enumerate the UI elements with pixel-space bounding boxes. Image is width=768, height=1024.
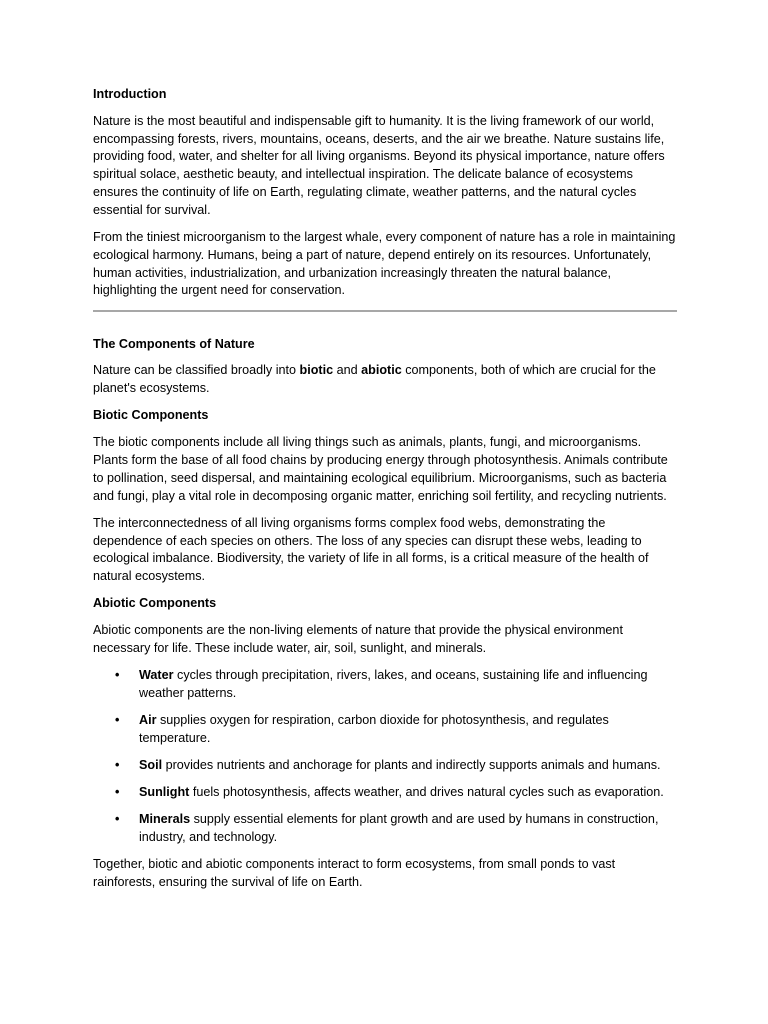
document-page xyxy=(93,86,677,901)
abiotic-paragraph-1: Abiotic components are the non-living elements of nature that provide the physical environment necessary for life. These include water, air, soil, sunlight, and minerals. xyxy=(93,623,623,655)
list-item-text: cycles through precipitation, rivers, lakes, and oceans, sustaining life and influencing weather patterns. xyxy=(139,668,648,700)
bullet-icon: • xyxy=(115,668,120,683)
list-item-soil xyxy=(93,757,677,775)
list-item-term: Soil xyxy=(139,758,163,773)
intro-paragraph-2: From the tiniest microorganism to the largest whale, every component of nature has a role in maintaining ecological harmony. Humans, being a part of nature, depend entirely on its resources. Unfortunately, human activities, industrialization, and urbanization increasingly threaten the natural balance, highlighting the urgent need for conservation. xyxy=(93,229,676,298)
components-text-end: components, both of which are crucial for the planet's ecosystems. xyxy=(93,363,656,396)
list-item-water xyxy=(93,667,677,703)
list-item-text: supply essential elements for plant growth and are used by humans in construction, industry, and technology. xyxy=(139,812,659,845)
abiotic-list xyxy=(93,667,677,847)
bullet-icon: • xyxy=(115,758,120,773)
list-item-term: Air xyxy=(139,713,157,728)
components-text-start: Nature can be classified broadly into xyxy=(93,363,300,378)
list-item-text: fuels photosynthesis, affects weather, and drives natural cycles such as evaporation. xyxy=(189,785,664,800)
bullet-icon: • xyxy=(115,713,120,728)
intro-paragraph-1: Nature is the most beautiful and indispensable gift to humanity. It is the living framework of our world, encompassing forests, rivers, mountains, oceans, deserts, and the air we breathe. Nature sustains life, providing food, water, and shelter for all living organisms. Beyond its physical importance, nature offers spiritual solace, aesthetic beauty, and intellectual inspiration. The delicate balance of ecosystems ensures the continuity of life on Earth, regulating climate, weather patterns, and the natural cycles essential for survival. xyxy=(93,113,665,217)
biotic-paragraph-1: The biotic components include all living things such as animals, plants, fungi, and microorganisms. Plants form the base of all food chains by producing energy through photosynthesis. Animals contribute to pollination, seed dispersal, and maintaining ecological equilibrium. Microorganisms, such as bacteria and fungi, play a vital role in decomposing organic matter, enriching soil fertility, and recycling nutrients. xyxy=(93,435,668,503)
bullet-icon: • xyxy=(115,812,120,827)
list-item-term: Water xyxy=(139,668,174,683)
list-item-text: supplies oxygen for respiration, carbon dioxide for photosynthesis, and regulates temperature. xyxy=(139,713,609,745)
term-biotic: biotic xyxy=(299,363,334,378)
components-text-and: and xyxy=(333,363,362,378)
heading-abiotic-components: Abiotic Components xyxy=(93,596,217,611)
heading-biotic-components: Biotic Components xyxy=(93,408,209,423)
list-item-term: Sunlight xyxy=(139,785,190,800)
bullet-icon: • xyxy=(115,785,120,800)
list-item-term: Minerals xyxy=(139,812,191,827)
components-paragraph xyxy=(93,362,677,398)
section-divider xyxy=(93,310,677,312)
list-item-text: provides nutrients and anchorage for plants and indirectly supports animals and humans. xyxy=(162,758,661,773)
heading-components-of-nature: The Components of Nature xyxy=(93,336,255,351)
list-item-minerals xyxy=(93,811,677,847)
term-abiotic: abiotic xyxy=(361,363,402,378)
closing-paragraph: Together, biotic and abiotic components interact to form ecosystems, from small ponds to vast rainforests, ensuring the survival of life on Earth. xyxy=(93,857,616,890)
biotic-paragraph-2: The interconnectedness of all living organisms forms complex food webs, demonstrating the dependence of each species on others. The loss of any species can disrupt these webs, leading to ecological imbalance. Biodiversity, the variety of life in all forms, is a critical measure of the health of natural ecosystems. xyxy=(93,515,649,584)
heading-introduction: Introduction xyxy=(93,87,167,101)
list-item-air xyxy=(93,712,677,748)
list-item-sunlight xyxy=(93,784,677,802)
